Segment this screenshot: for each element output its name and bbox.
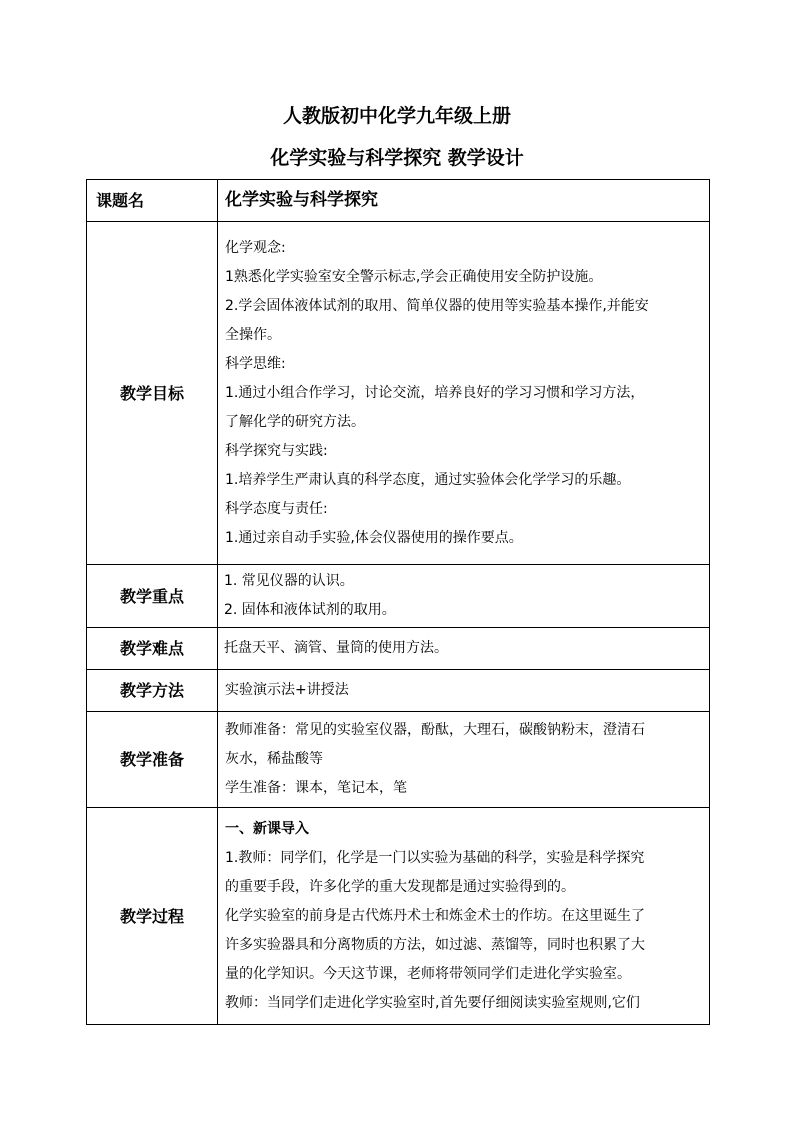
process-line: 1.教师：同学们，化学是一门以实验为基础的科学，实验是科学探究 <box>225 849 645 866</box>
preparation-content <box>218 712 710 808</box>
topic-label: 课题名 <box>87 180 218 222</box>
objectives-label: 教学目标 <box>87 222 218 565</box>
process-line: 的重要手段，许多化学的重大发现都是通过实验得到的。 <box>225 878 575 895</box>
row-key-points <box>87 565 710 628</box>
objective-line: 1.培养学生严肃认真的科学态度，通过实验体会化学学习的乐趣。 <box>225 471 631 488</box>
process-line: 许多实验器具和分离物质的方法，如过滤、蒸馏等，同时也积累了大 <box>225 936 645 953</box>
objective-line: 科学态度与责任: <box>225 500 328 517</box>
key-points-label: 教学重点 <box>87 565 218 628</box>
preparation-line: 灰水，稀盐酸等 <box>225 751 323 767</box>
row-topic <box>87 180 710 222</box>
objective-line: 1.通过小组合作学习，讨论交流，培养良好的学习习惯和学习方法， <box>225 384 645 401</box>
lesson-plan-table <box>86 179 710 1025</box>
document-title: 人教版初中化学九年级上册 <box>282 105 511 127</box>
objective-line: 全操作。 <box>225 326 281 343</box>
key-point-line: 2. 固体和液体试剂的取用。 <box>224 602 396 618</box>
section-heading: 一、新课导入 <box>225 820 309 837</box>
row-preparation <box>87 712 710 808</box>
row-process <box>87 808 710 1025</box>
document-subtitle: 化学实验与科学探究 教学设计 <box>270 147 524 169</box>
objective-line: 科学思维: <box>225 355 286 372</box>
difficulties-label: 教学难点 <box>87 628 218 670</box>
method-value: 实验演示法+讲授法 <box>218 670 710 712</box>
preparation-line: 教师准备：常见的实验室仪器，酚酞，大理石，碳酸钠粉末，澄清石 <box>225 722 645 738</box>
objective-line: 科学探究与实践: <box>225 442 328 459</box>
objective-line: 了解化学的研究方法。 <box>225 413 365 430</box>
process-line: 教师：当同学们走进化学实验室时,首先要仔细阅读实验室规则,它们 <box>225 994 640 1011</box>
objective-line: 1.通过亲自动手实验,体会仪器使用的操作要点。 <box>225 529 523 546</box>
preparation-line: 学生准备：课本，笔记本，笔 <box>225 780 407 796</box>
objective-line: 1熟悉化学实验室安全警示标志,学会正确使用安全防护设施。 <box>225 268 603 285</box>
row-objectives <box>87 222 710 565</box>
key-point-line: 1. 常见仪器的认识。 <box>224 573 354 589</box>
key-points-content <box>218 565 710 628</box>
process-label: 教学过程 <box>87 808 218 1025</box>
objective-line: 2.学会固体液体试剂的取用、简单仪器的使用等实验基本操作,并能安 <box>225 297 649 314</box>
difficulties-value: 托盘天平、滴管、量筒的使用方法。 <box>218 628 710 670</box>
objective-line: 化学观念: <box>225 239 286 256</box>
row-method <box>87 670 710 712</box>
process-line: 化学实验室的前身是古代炼丹术士和炼金术士的作坊。在这里诞生了 <box>225 907 645 924</box>
topic-value: 化学实验与科学探究 <box>218 180 710 222</box>
preparation-label: 教学准备 <box>87 712 218 808</box>
process-content <box>218 808 710 1025</box>
row-difficulties <box>87 628 710 670</box>
method-label: 教学方法 <box>87 670 218 712</box>
objectives-content <box>218 222 710 565</box>
process-line: 量的化学知识。今天这节课，老师将带领同学们走进化学实验室。 <box>225 965 631 982</box>
